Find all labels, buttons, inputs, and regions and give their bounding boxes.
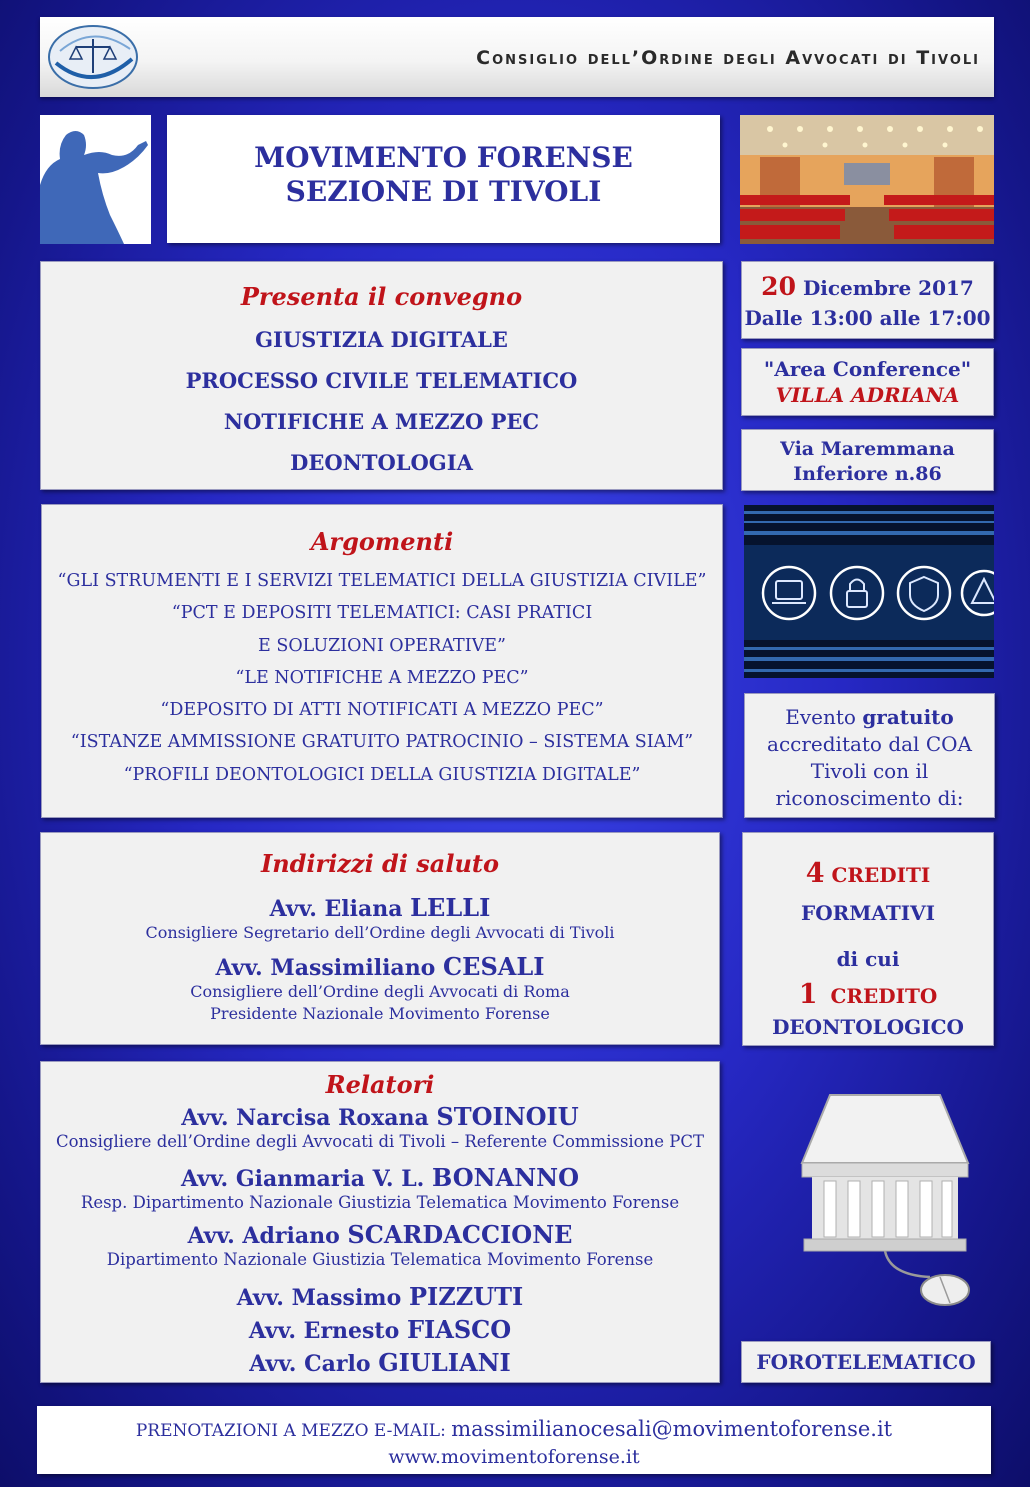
crediti-formativi-label: FORMATIVI	[801, 901, 935, 925]
address-box	[741, 429, 994, 491]
relatore-prefix: Avv. Ernesto	[248, 1318, 400, 1344]
convegno-line-2: PROCESSO CIVILE TELEMATICO	[185, 368, 578, 393]
speaker-role: Presidente Nazionale Movimento Forense	[210, 1004, 550, 1023]
forotelematico-box	[741, 1341, 991, 1383]
speaker-prefix: Avv. Eliana	[269, 896, 403, 922]
argomento-item: “PROFILI DEONTOLOGICI DELLA GIUSTIZIA DIGITALE”	[123, 764, 641, 785]
convegno-box	[40, 261, 723, 490]
credito-deontologico	[743, 978, 993, 1013]
relatore-prefix: Avv. Adriano	[187, 1223, 340, 1249]
relatore-name	[41, 1220, 719, 1249]
header-title: Consiglio dell’Ordine degli Avvocati di Tivoli	[476, 47, 980, 69]
relatore-surname: GIULIANI	[378, 1348, 511, 1377]
credito-num: 1	[798, 979, 818, 1010]
evento-pre: Evento	[785, 705, 863, 729]
crediti-di-cui: di cui	[836, 947, 900, 971]
speaker-prefix: Avv. Massimiliano	[215, 955, 436, 981]
courthouse-icon	[790, 1085, 980, 1315]
evento-line-2: accreditato dal COA	[767, 732, 972, 756]
statue-silhouette-icon	[40, 115, 151, 244]
title-line-2: SEZIONE DI TIVOLI	[285, 175, 602, 208]
speaker-role: Consigliere dell’Ordine degli Avvocati di Roma	[190, 982, 570, 1001]
credito-label: CREDITO	[830, 984, 938, 1008]
evento-box	[744, 693, 995, 818]
title-box	[167, 115, 720, 243]
argomento-item: “ISTANZE AMMISSIONE GRATUITO PATROCINIO – SISTEMA SIAM”	[70, 732, 694, 753]
relatore-name	[41, 1163, 719, 1192]
relatore-prefix: Avv. Carlo	[249, 1351, 371, 1377]
conference-hall-image	[740, 115, 994, 244]
argomento-item: “PCT E DEPOSITI TELEMATICI: CASI PRATICI	[171, 603, 593, 624]
forotelematico-label: FOROTELEMATICO	[756, 1350, 976, 1374]
relatore-role: Dipartimento Nazionale Giustizia Telematica Movimento Forense	[106, 1250, 654, 1269]
convegno-line-3: NOTIFICHE A MEZZO PEC	[223, 409, 540, 434]
relatore-name	[41, 1314, 719, 1347]
event-month-year: Dicembre 2017	[802, 276, 974, 300]
convegno-line-4: DEONTOLOGIA	[290, 450, 473, 475]
argomento-item: “DEPOSITO DI ATTI NOTIFICATI A MEZZO PEC”	[160, 700, 604, 721]
evento-line-4: riconoscimento di:	[775, 786, 964, 810]
date-box	[741, 261, 994, 339]
speaker-name	[41, 952, 719, 981]
speaker-surname: CESALI	[443, 952, 545, 981]
speaker-surname: LELLI	[410, 893, 491, 922]
relatore-surname: STOINOIU	[436, 1102, 579, 1131]
saluto-box	[40, 832, 720, 1045]
cyber-security-image	[744, 505, 994, 678]
relatore-surname: PIZZUTI	[408, 1282, 524, 1311]
evento-line-3: Tivoli con il	[810, 759, 929, 783]
relatore-surname: FIASCO	[406, 1315, 512, 1344]
footer-website-link[interactable]: www.movimentoforense.it	[388, 1446, 640, 1468]
coa-logo-icon	[46, 23, 140, 91]
convegno-line-1: GIUSTIZIA DIGITALE	[255, 327, 508, 352]
crediti-num: 4	[805, 858, 825, 889]
crediti-formativi	[743, 855, 993, 894]
crediti-box	[742, 832, 994, 1046]
credito-deontologico-label: DEONTOLOGICO	[772, 1015, 964, 1039]
argomenti-heading: Argomenti	[310, 527, 454, 556]
footer-prefix: PRENOTAZIONI A MEZZO E-MAIL:	[135, 1421, 452, 1441]
evento-line-1	[745, 704, 994, 731]
argomento-item: “LE NOTIFICHE A MEZZO PEC”	[235, 667, 529, 688]
venue-place: VILLA ADRIANA	[775, 383, 960, 407]
footer-email-link[interactable]: massimilianocesali@movimentoforense.it	[451, 1417, 893, 1441]
relatore-name	[41, 1281, 719, 1314]
argomento-item: E SOLUZIONI OPERATIVE”	[258, 635, 506, 656]
venue-name: "Area Conference"	[763, 357, 972, 381]
event-time: Dalle 13:00 alle 17:00	[744, 306, 991, 330]
address-line-1: Via Maremmana	[780, 438, 955, 460]
convegno-heading: Presenta il convegno	[240, 282, 523, 311]
address-line-2: Inferiore n.86	[793, 463, 942, 485]
evento-gratuito: gratuito	[862, 705, 954, 729]
relatore-role: Resp. Dipartimento Nazionale Giustizia Telematica Movimento Forense	[80, 1193, 680, 1212]
title-line-1: MOVIMENTO FORENSE	[254, 141, 633, 174]
statue-image	[40, 115, 151, 244]
relatore-name	[41, 1102, 719, 1131]
relatore-prefix: Avv. Narcisa Roxana	[181, 1105, 429, 1131]
relatore-prefix: Avv. Massimo	[236, 1285, 402, 1311]
relatore-surname: SCARDACCIONE	[347, 1220, 573, 1249]
argomenti-box	[41, 504, 723, 818]
speaker-role: Consigliere Segretario dell’Ordine degli Avvocati di Tivoli	[145, 923, 615, 942]
relatore-name	[41, 1347, 719, 1380]
relatore-surname: BONANNO	[432, 1163, 579, 1192]
saluto-heading: Indirizzi di saluto	[260, 849, 500, 878]
header-banner	[40, 17, 994, 97]
footer-booking	[37, 1416, 991, 1444]
venue-box	[741, 348, 994, 416]
event-date	[742, 272, 993, 303]
crediti-label: CREDITI	[831, 863, 931, 887]
relatori-box	[40, 1061, 720, 1383]
event-day: 20	[761, 272, 796, 301]
argomento-item: “GLI STRUMENTI E I SERVIZI TELEMATICI DELLA GIUSTIZIA CIVILE”	[57, 571, 707, 591]
footer-box	[37, 1406, 991, 1474]
relatori-heading: Relatori	[325, 1070, 435, 1099]
speaker-name	[41, 893, 719, 922]
relatore-role: Consigliere dell’Ordine degli Avvocati di Tivoli – Referente Commissione PCT	[55, 1132, 704, 1151]
courthouse-mouse-image	[790, 1085, 980, 1315]
relatore-prefix: Avv. Gianmaria V. L.	[181, 1166, 425, 1192]
